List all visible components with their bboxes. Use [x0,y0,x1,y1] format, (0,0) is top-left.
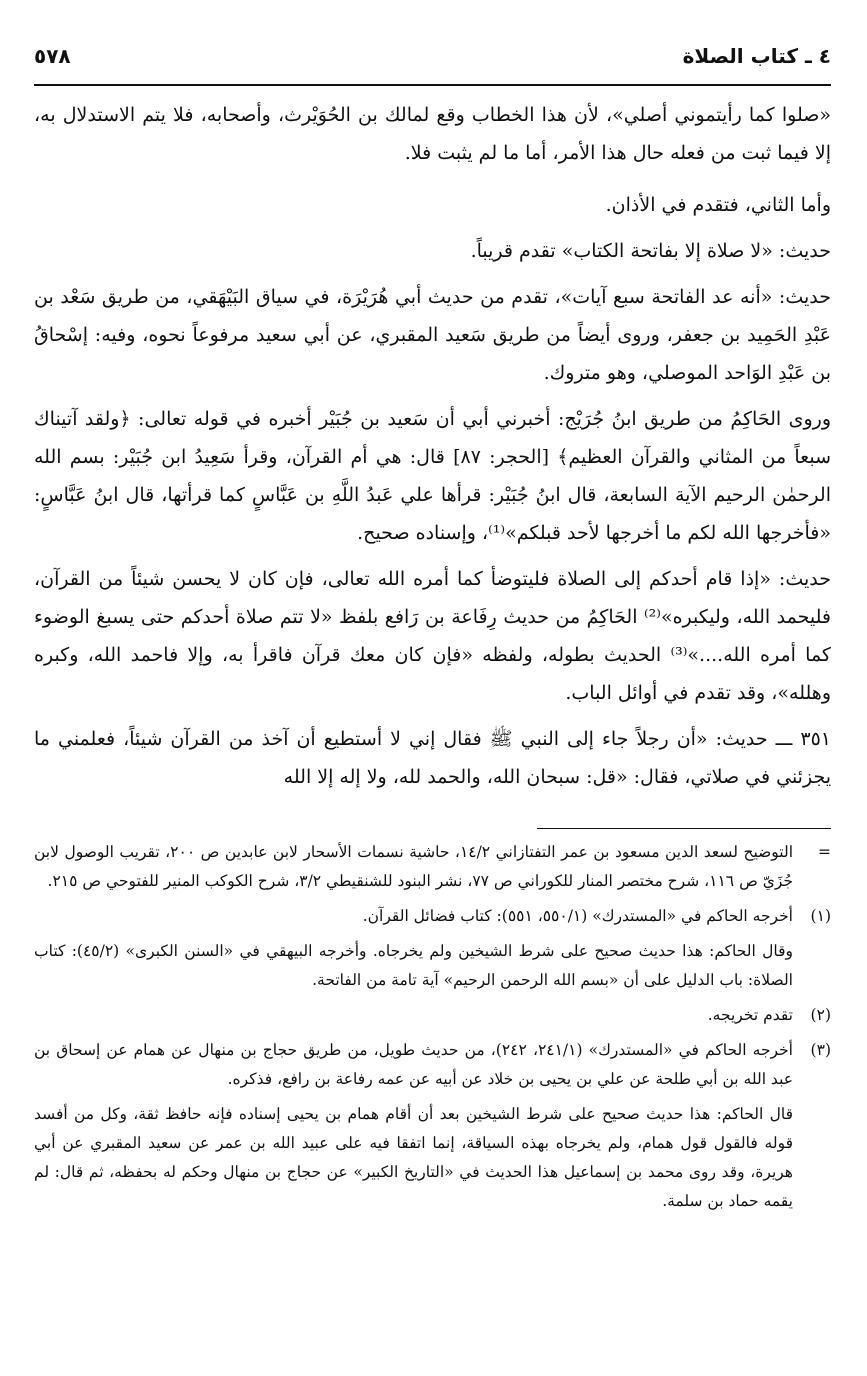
footnote-text: أخرجه الحاكم في «المستدرك» (٥٥٠/١، ٥٥١): كتاب فضائل القرآن. [362,907,793,925]
paragraph: ٣٥١ ـــ حديث: «أن رجلاً جاء إلى النبي ﷺ فقال إني لا أستطيع أن آخذ من القرآن شيئاً، فعلمني ما يجزئني في صلاتي، فقال: «قل: سبحان الله، والحمد لله، ولا إله إلا الله [34,728,831,788]
chapter-title: ٤ ـ كتاب الصلاة [682,44,831,68]
footnote-text: تقدم تخريجه. [707,1006,793,1024]
footnote-text: أخرجه الحاكم في «المستدرك» (٢٤١/١، ٢٤٢)، من حديث طويل، من طريق حجاج بن منهال عن همام عن إسحاق بن عبد الله بن أبي طلحة عن علي بن يحيى بن خلاد عن أبيه عن عمه رفاعة بن رافع، فذكره. [34,1041,793,1088]
paragraph: حديث: «أنه عد الفاتحة سبع آيات»، تقدم من حديث أبي هُرَيْرَة، في سياق البَيْهَقي، من طريق سَعْد بن عَبْدِ الحَمِيد بن جعفر، وروى أيضاً من طريق سَعيد المقبري، عن أبي سعيد مرفوعاً نحوه، وفيه: إسْحاقُ بن عَبْدِ الوَاحد الموصلي، وهو متروك. [34,286,831,384]
footnote [34,1001,831,1030]
paragraph: حديث: «إذا قام أحدكم إلى الصلاة فليتوضأ كما أمره الله تعالى، فإن كان لا يحسن شيئاً من القرآن، فليحمد الله، وليكبره»⁽²⁾ الحَاكِمُ من حديث رِفَاعة بن رَافع بلفظ «لا تتم صلاة أحدكم حتى يسبغ الوضوء كما أمره الله....»⁽³⁾ الحديث بطوله، ولفظه «فإن كان معك قرآن فاقرأ به، وإلا فاحمد الله، وكبره وهلله»، وقد تقدم في أوائل الباب. [34,568,831,704]
footnote-mark: = [818,843,831,861]
footnote-divider [537,828,831,829]
main-text [34,96,831,804]
footnotes [34,838,831,1222]
footnote-text: وقال الحاكم: هذا حديث صحيح على شرط الشيخين ولم يخرجاه. وأخرجه البيهقي في «السنن الكبرى» (٤٥/٢): كتاب الصلاة: باب الدليل على أن «بسم الله الرحمن الرحيم» آية تامة من الفاتحة. [34,942,793,989]
footnote [34,902,831,931]
footnote-text: قال الحاكم: هذا حديث صحيح على شرط الشيخين بعد أن أقام همام بن يحيى إسناده فإنه حافظ ثقة، وكل من أفسد قوله فالقول قول همام، ولم يخرجاه بهذه السياقة، إنما اتفقا فيه على عبيد الله بن عمر عن سعيد المقبري عن أبي هريرة، وقد روى محمد بن إسماعيل هذا الحديث في «التاريخ الكبير» عن حجاج بن منهال وحكم له بحفظه، ثم قال: لم يقمه حماد بن سلمة. [34,1105,793,1210]
page-header [34,40,831,80]
header-divider [34,84,831,86]
footnote [34,1036,831,1094]
paragraph: «صلوا كما رأيتموني أصلي»، لأن هذا الخطاب وقع لمالك بن الحُوَيْرث، وأصحابه، فلا يتم الاستدلال به، إلا فيما ثبت من فعله حال هذا الأمر، أما ما لم يثبت فلا. [34,104,831,164]
paragraph: حديث: «لا صلاة إلا بفاتحة الكتاب» تقدم قريباً. [470,240,831,262]
footnote-mark: (٢) [810,1006,831,1024]
footnote-mark: (١) [810,907,831,925]
page-number: ٥٧٨ [34,44,71,68]
paragraph: وأما الثاني، فتقدم في الأذان. [605,194,831,216]
footnote-continuation [34,1100,831,1216]
footnote [34,838,831,896]
paragraph: وروى الحَاكِمُ من طريق ابنُ جُرَيْج: أخبرني أبي أن سَعيد بن جُبَيْر أخبره في قوله تعالى: ﴿ولقد آتيناك سبعاً من المثاني والقرآن العظيم﴾ [الحجر: ٨٧] قال: هي أم القرآن، وقرأ سَعِيدُ ابن جُبَيْر: بسم الله الرحمٰن الرحيم الآية السابعة، قال ابنُ جُبَيْر: قرأها علي عَبدُ اللَّهِ بن عَبَّاسٍ كما قرأتها، قال ابنُ عَبَّاسٍ: «فأخرجها الله لكم ما أخرجها لأحد قبلكم»⁽¹⁾، وإسناده صحيح. [34,408,831,544]
footnote-text: التوضيح لسعد الدين مسعود بن عمر التفتازاني ١٤/٢، حاشية نسمات الأسحار لابن عابدين ص ٢٠٠، تقريب الوصول لابن جُزَيّ ص ١١٦، شرح مختصر المنار للكوراني ص ٧٧، نشر البنود للشنقيطي ٣/٢، شرح الكوكب المنير للفتوحي ص ٢١٥. [34,843,794,890]
footnote-continuation [34,937,831,995]
footnote-mark: (٣) [810,1041,831,1059]
